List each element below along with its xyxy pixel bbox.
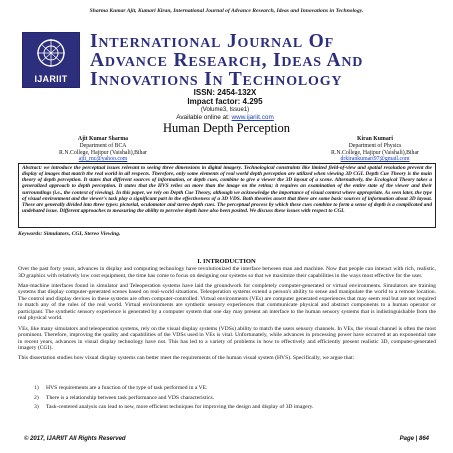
keywords (18, 231, 436, 237)
paragraph: VEs, like many simulators and teleoperation systems, rely on the visual display systems (VDSs) ability to match the users sensory channels. In VEs, the visual channel is often the most prominent. Therefore, improving the quality and capabilities of the VDSs used in VEs is vital. Unfortunately, while advances in processing power have occurred at an exponential rate in recent years, advances in visual display technology have not. This has led to a variety of problems in how to effectively and efficiently present realistic 3D, computer-generated imagery (CGI). (18, 325, 436, 352)
author-email-link[interactable]: ajit_rnc@yahoo.com (78, 156, 128, 163)
copyright: © 2017, IJARIIT All Rights Reserved (24, 436, 126, 442)
section-heading: I. INTRODUCTION (197, 258, 256, 265)
author-dept: Department of Physics (348, 142, 402, 149)
journal-title-line-2: Advance Research, Ideas And (90, 50, 364, 71)
numbered-list (34, 385, 434, 414)
journal-title-line-1: International Journal Of (90, 31, 334, 52)
author-name: Ajit Kumar Sharma (77, 136, 129, 142)
paragraph: Man-machine interfaces found in simulator and Teleoperation systems have laid the groundwork for completely computer-generated or virtual environments. Simulators are training systems that display computer-generated scenes based on real-world situations. Teleoperation systems extend a person's ability to sense and manipulate the world to a remote location. The control and display devices in these systems are often computer-controlled. Virtual environments (VEs) are computer generated experiences that may seem real but are not required to match any of the rules of the real world. Virtual environments are synthetic sensory experiences that communicate physical and abstract components to a human operator or participant. The synthetic sensory experience is generated by a computer system that one day may present an interface to the human sensory systems that is indistinguishable from the real physical world. (18, 282, 436, 322)
page-number: Page | 864 (399, 436, 429, 442)
list-number: 3) (34, 404, 39, 411)
paragraph: Over the past forty years, advances in display and computing technology have revolutionized the interface between man and machine. Now that people can interact with rich, realistic, 3D graphics with relatively low cost equipment, the time has come to focus on designing our systems so that we maximize their capabilities in the ways most effective for the user. (18, 266, 436, 279)
journal-title-line-3: Innovations In Technology (90, 69, 343, 90)
paragraph: This dissertation studies how visual display systems can better meet the requirements of the human visual system (HVS). Specifically, we argue that: (18, 355, 355, 362)
journal-url-link[interactable]: www.ijariit.com (231, 114, 274, 121)
author-1 (18, 136, 188, 163)
author-name: Kiran Kumari (357, 136, 393, 142)
issn: ISSN: 2454-132X (193, 88, 257, 97)
keywords-label: Keywords: (18, 231, 43, 237)
logo-emblem-icon (23, 33, 79, 75)
online-prefix: Available online at: (176, 114, 232, 121)
list-item (34, 395, 434, 402)
journal-title (90, 32, 450, 89)
keywords-text: Simulators, CGI, Stereo Viewing. (43, 231, 121, 237)
list-item (34, 404, 434, 411)
abstract-text: we introduce the perceptual issues relevant to seeing three dimensions in digital imagery. Technological constraints like limited field-of-view and spatial resolution prevent the display of images that match the real world in all respects. Therefore, only some elements of real world depth perception are utilized when viewing 3D CGI. Depth Cue Theory is the main theory of depth perception. It states that different sources of information, or depth cues, combine to give a viewer the 3D layout of a scene. Alternatively, the Ecological Theory takes a generalized approach to depth perception. It states that the HVS relies on more than the image on the retina; it requires an examination of the entire state of the viewer and their surroundings (i.e., the context of viewing). In this paper, we rely on Depth Cue Theory, although we acknowledge the importance of visual context where appropriate. As seen later, the type of visual environment and the viewer's task play a significant part in the effectiveness of a 3D VDS. Both theories assert that there are some basic sources of information about 3D layout. These are generally divided into three types: pictorial, oculomotor and stereo depth cues. The perceptual process by which these cues combine to form a sense of depth is a complicated and undebated issue. Different approaches to measuring the ability to perceive depth have also been posited. We discuss these issues with respect to CGI. (22, 165, 432, 215)
author-dept: Department of BCA (79, 142, 127, 149)
abstract-box (18, 163, 436, 228)
list-number: 1) (34, 385, 39, 391)
list-text: Task-centered analysis can lead to new, more efficient techniques for improving the design and display of 3D imagery. (46, 404, 314, 411)
author-email-link[interactable]: drkirankumari97@gmail.com (340, 156, 410, 163)
list-number: 2) (34, 394, 39, 401)
paper-title: Human Depth Perception (162, 121, 291, 135)
impact-factor: Impact factor: 4.295 (187, 97, 263, 106)
ijariit-logo-icon (22, 32, 80, 88)
journal-banner (16, 30, 444, 88)
list-item (34, 385, 434, 392)
logo-text: IJARIIT (34, 74, 68, 84)
running-head: Sharma Kumar Ajit, Kumari Kiran, International Journal of Advance Research, Ideas and Innovations in Technology. (89, 8, 364, 14)
abstract-label: Abstract: (22, 165, 43, 171)
list-text: There is a relationship between task performance and VDS characteristics. (46, 394, 215, 401)
author-affiliation: R.N.College, Hajipur (Vaishali),Bihar (59, 149, 147, 156)
body-text (18, 266, 436, 365)
volume-issue: (Volume3, Issue1) (200, 107, 250, 113)
list-text: HVS requirements are a function of the type of task performed in a VE. (46, 385, 208, 391)
available-online (150, 114, 300, 121)
author-2 (300, 136, 450, 163)
author-affiliation: R.N.College, Hajipur (Vaishali),Bihar (331, 149, 419, 156)
